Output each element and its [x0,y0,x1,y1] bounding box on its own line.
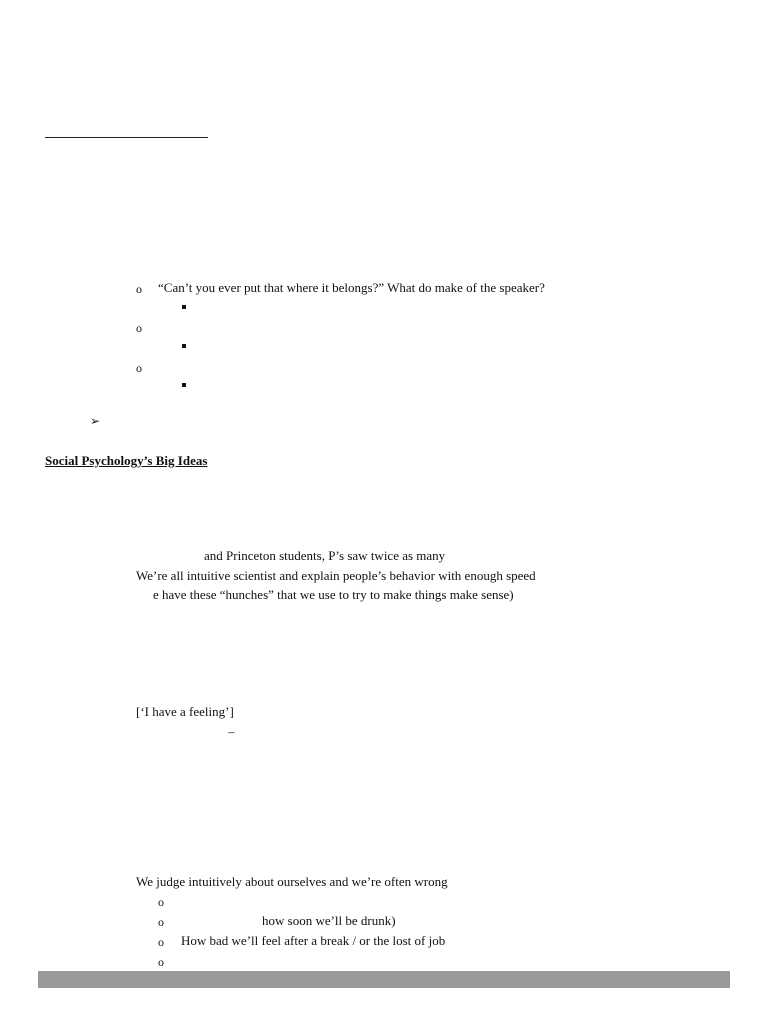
list-b-item2-bullet: o [158,915,164,929]
list-b-item4-bullet: o [158,955,164,969]
list-b-item1-bullet: o [158,895,164,909]
list-a-item3-bullet: o [136,361,142,375]
body-line-6: We judge intuitively about ourselves and we’re often wrong [136,874,448,889]
footer-bar [38,971,730,988]
section-heading: Social Psychology’s Big Ideas [45,453,208,468]
list-a-item1-bullet: o [136,282,142,296]
body-line-1: and Princeton students, P’s saw twice as many [204,548,446,563]
body-line-4: [‘I have a feeling’] [136,704,234,719]
list-b-item3-text: How bad we’ll feel after a break / or the lost of job [181,933,446,948]
list-a-sub2-bullet [182,344,186,348]
list-b-item3-bullet: o [158,935,164,949]
list-b-item2-text: how soon we’ll be drunk) [262,913,396,928]
list-a-item1-text: “Can’t you ever put that where it belongs?” What do make of the speaker? [158,280,545,295]
arrow-bullet: ➢ [90,414,101,428]
list-a-sub1-bullet [182,305,186,309]
body-line-2: We’re all intuitive scientist and explain people’s behavior with enough speed [136,568,536,583]
list-a-sub3-bullet [182,383,186,387]
top-rule [45,137,208,138]
body-line-5: – [228,724,235,739]
list-a-item2-bullet: o [136,321,142,335]
body-line-3: e have these “hunches” that we use to try to make things make sense) [153,587,514,602]
